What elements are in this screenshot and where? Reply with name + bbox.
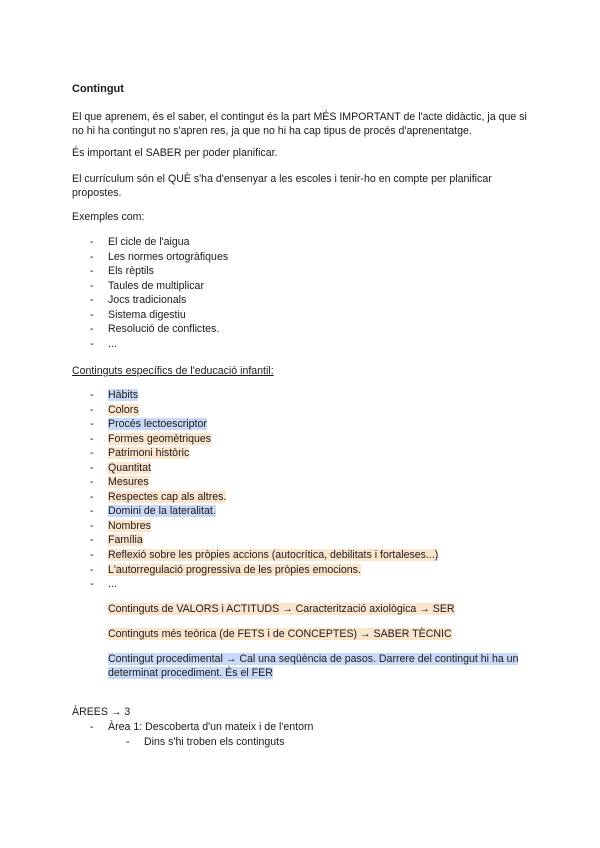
list-item-text: Respectes cap als altres. bbox=[108, 490, 227, 503]
list-item-text: ... bbox=[108, 578, 117, 591]
intro-paragraph-1-text: El que aprenem, és el saber, el contingut és la part MÉS IMPORTANT de l'acte didàctic, ja que si no hi ha contingut no s'apren res, ja que no hi ha cap tipus de procés d'aprenentatge. bbox=[72, 111, 527, 137]
list-item bbox=[72, 293, 228, 308]
list-item bbox=[72, 519, 438, 534]
list-item bbox=[72, 490, 438, 505]
intro-paragraph-1 bbox=[72, 110, 528, 138]
list-item bbox=[72, 548, 438, 563]
list-item bbox=[72, 337, 228, 352]
list-bullet: - bbox=[90, 519, 94, 532]
examples-list bbox=[72, 235, 228, 351]
list-item bbox=[72, 235, 228, 250]
list-bullet: - bbox=[90, 308, 94, 321]
list-item bbox=[72, 264, 228, 279]
areas-label: ÀREES → 3 bbox=[72, 706, 131, 718]
list-bullet: - bbox=[90, 476, 94, 489]
list-item bbox=[72, 577, 438, 592]
list-item bbox=[72, 322, 228, 337]
list-bullet: - bbox=[90, 265, 94, 278]
list-item-text: Taules de multiplicar bbox=[108, 279, 204, 292]
list-item-text: Procés lectoescriptor bbox=[108, 418, 207, 431]
list-bullet: - bbox=[90, 578, 94, 591]
list-bullet: - bbox=[90, 721, 94, 733]
concept-values bbox=[108, 602, 528, 616]
list-item-text: Hàbits bbox=[108, 389, 139, 401]
list-item-text: Família bbox=[108, 534, 143, 547]
list-bullet: - bbox=[90, 250, 94, 263]
list-bullet: - bbox=[90, 418, 94, 431]
list-bullet: - bbox=[90, 279, 94, 292]
list-item bbox=[72, 461, 438, 476]
list-item bbox=[72, 504, 438, 519]
list-item-text: Colors bbox=[108, 403, 139, 416]
list-item-text: Jocs tradicionals bbox=[108, 294, 187, 307]
list-bullet: - bbox=[126, 736, 130, 748]
list-item bbox=[72, 403, 438, 418]
concept-facts bbox=[108, 627, 528, 641]
list-item-text: ... bbox=[108, 337, 117, 350]
list-item-text: Resolució de conflictes. bbox=[108, 323, 220, 336]
intro-paragraph-3 bbox=[72, 172, 528, 200]
list-item-text: Els rèptils bbox=[108, 265, 154, 278]
area-1-sub-text: Dins s'hi troben els continguts bbox=[144, 736, 285, 748]
section-title: Contingut bbox=[72, 83, 124, 95]
area-1-text: Àrea 1: Descoberta d'un mateix i de l'entorn bbox=[108, 721, 314, 733]
specific-contents-list bbox=[72, 388, 438, 592]
list-item-text: Sistema digestiu bbox=[108, 308, 186, 321]
list-bullet: - bbox=[90, 447, 94, 460]
list-item bbox=[72, 388, 438, 403]
list-bullet: - bbox=[90, 432, 94, 445]
list-item-text: L'autorregulació progressiva de les pròpies emocions. bbox=[108, 563, 361, 576]
list-bullet: - bbox=[90, 534, 94, 547]
list-item-text: Les normes ortogràfiques bbox=[108, 250, 229, 263]
concept-values-text: Continguts de VALORS i ACTITUDS → Caracterització axiològica → SER bbox=[108, 603, 455, 615]
list-item bbox=[72, 279, 228, 294]
list-bullet: - bbox=[90, 389, 94, 401]
list-bullet: - bbox=[90, 563, 94, 576]
list-item-text: Nombres bbox=[108, 519, 151, 532]
list-bullet: - bbox=[90, 236, 94, 248]
list-item bbox=[72, 446, 438, 461]
specific-contents-heading: Continguts específics de l'educació infantil: bbox=[72, 365, 274, 377]
list-bullet: - bbox=[90, 505, 94, 518]
list-item bbox=[72, 308, 228, 323]
list-item-text: Quantitat bbox=[108, 461, 151, 474]
list-item-text: Patrimoni històric bbox=[108, 447, 190, 460]
list-bullet: - bbox=[90, 323, 94, 336]
intro-paragraph-3-text: El currículum són el QUÈ s'ha d'ensenyar a les escoles i tenir-ho en compte per planificar propostes. bbox=[72, 173, 492, 199]
list-item-text: Mesures bbox=[108, 476, 149, 489]
list-bullet: - bbox=[90, 549, 94, 562]
list-item bbox=[72, 432, 438, 447]
list-bullet: - bbox=[90, 490, 94, 503]
list-bullet: - bbox=[90, 294, 94, 307]
list-bullet: - bbox=[90, 403, 94, 416]
list-item bbox=[72, 475, 438, 490]
list-item-text: Formes geomètriques bbox=[108, 432, 212, 445]
examples-label: Exemples com: bbox=[72, 211, 145, 223]
intro-paragraph-2-text: És important el SABER per poder planificar. bbox=[72, 147, 278, 159]
list-item-text: Reflexió sobre les pròpies accions (autocrítica, debilitats i fortaleses...) bbox=[108, 549, 439, 562]
list-item bbox=[72, 563, 438, 578]
list-bullet: - bbox=[90, 337, 94, 350]
concept-facts-text: Continguts més teòrica (de FETS i de CONCEPTES) → SABER TÈCNIC bbox=[108, 628, 452, 640]
list-item bbox=[72, 417, 438, 432]
list-item-text: Domini de la lateralitat. bbox=[108, 505, 216, 518]
intro-paragraph-2 bbox=[72, 146, 528, 160]
concept-procedural bbox=[108, 652, 528, 680]
list-item bbox=[72, 250, 228, 265]
list-bullet: - bbox=[90, 461, 94, 474]
list-item-text: El cicle de l'aigua bbox=[108, 236, 190, 248]
list-item bbox=[72, 533, 438, 548]
concept-procedural-text: Contingut procedimental → Cal una seqüència de pasos. Darrere del contingut hi ha un determinat procediment. És el FER bbox=[108, 653, 519, 679]
